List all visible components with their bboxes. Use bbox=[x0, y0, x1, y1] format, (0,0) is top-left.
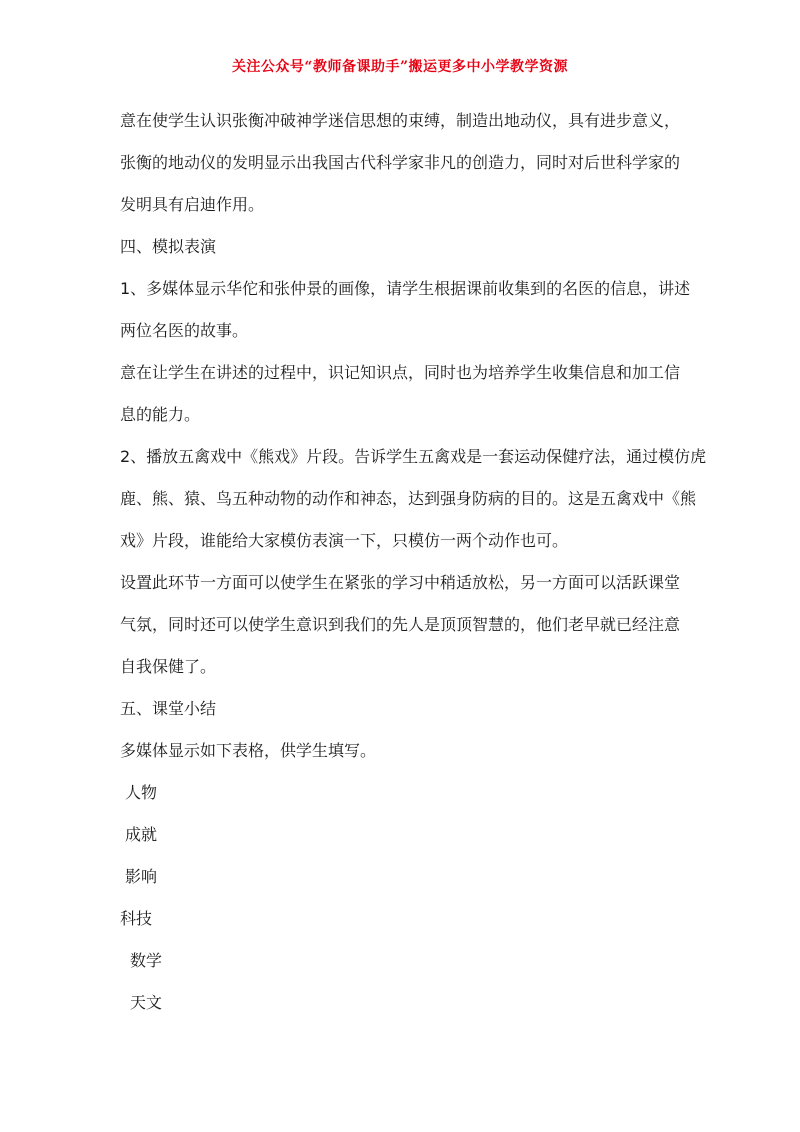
paragraph-line: 意在让学生在讲述的过程中，识记知识点，同时也为培养学生收集信息和加工信 bbox=[120, 363, 681, 382]
table-item-yingxiang: 影响 bbox=[125, 867, 158, 886]
paragraph-line: 2、播放五禽戏中《熊戏》片段。告诉学生五禽戏是一套运动保健疗法，通过模仿虎 bbox=[120, 447, 707, 466]
table-item-shuxue: 数学 bbox=[130, 951, 163, 970]
paragraph-line: 鹿、熊、猿、鸟五种动物的动作和神态，达到强身防病的目的。这是五禽戏中《熊 bbox=[120, 489, 697, 508]
promo-banner: 关注公众号“教师备课助手”搬运更多中小学教学资源 bbox=[231, 59, 569, 75]
paragraph-line: 设置此环节一方面可以使学生在紧张的学习中稍适放松，另一方面可以活跃课堂 bbox=[120, 573, 681, 592]
table-item-renwu: 人物 bbox=[125, 783, 158, 802]
paragraph-line: 张衡的地动仪的发明显示出我国古代科学家非凡的创造力，同时对后世科学家的 bbox=[120, 153, 681, 172]
section-heading: 五、课堂小结 bbox=[120, 699, 217, 718]
section-heading: 四、模拟表演 bbox=[120, 237, 217, 256]
paragraph-line: 息的能力。 bbox=[120, 405, 201, 424]
paragraph-line: 发明具有启迪作用。 bbox=[120, 195, 265, 214]
table-item-tianwen: 天文 bbox=[130, 993, 163, 1012]
paragraph-line: 气氛，同时还可以使学生意识到我们的先人是顶顶智慧的，他们老早就已经注意 bbox=[120, 615, 681, 634]
table-item-keji: 科技 bbox=[120, 909, 153, 928]
paragraph-line: 意在使学生认识张衡冲破神学迷信思想的束缚，制造出地动仪，具有进步意义， bbox=[120, 111, 681, 130]
paragraph-line: 自我保健了。 bbox=[120, 657, 217, 676]
table-item-chengjiu: 成就 bbox=[125, 825, 158, 844]
document-body bbox=[120, 100, 707, 1024]
paragraph-line: 1、多媒体显示华佗和张仲景的画像，请学生根据课前收集到的名医的信息，讲述 bbox=[120, 279, 691, 298]
paragraph-line: 戏》片段，谁能给大家模仿表演一下，只模仿一两个动作也可。 bbox=[120, 531, 569, 550]
paragraph-line: 多媒体显示如下表格，供学生填写。 bbox=[120, 741, 377, 760]
paragraph-line: 两位名医的故事。 bbox=[120, 321, 249, 340]
